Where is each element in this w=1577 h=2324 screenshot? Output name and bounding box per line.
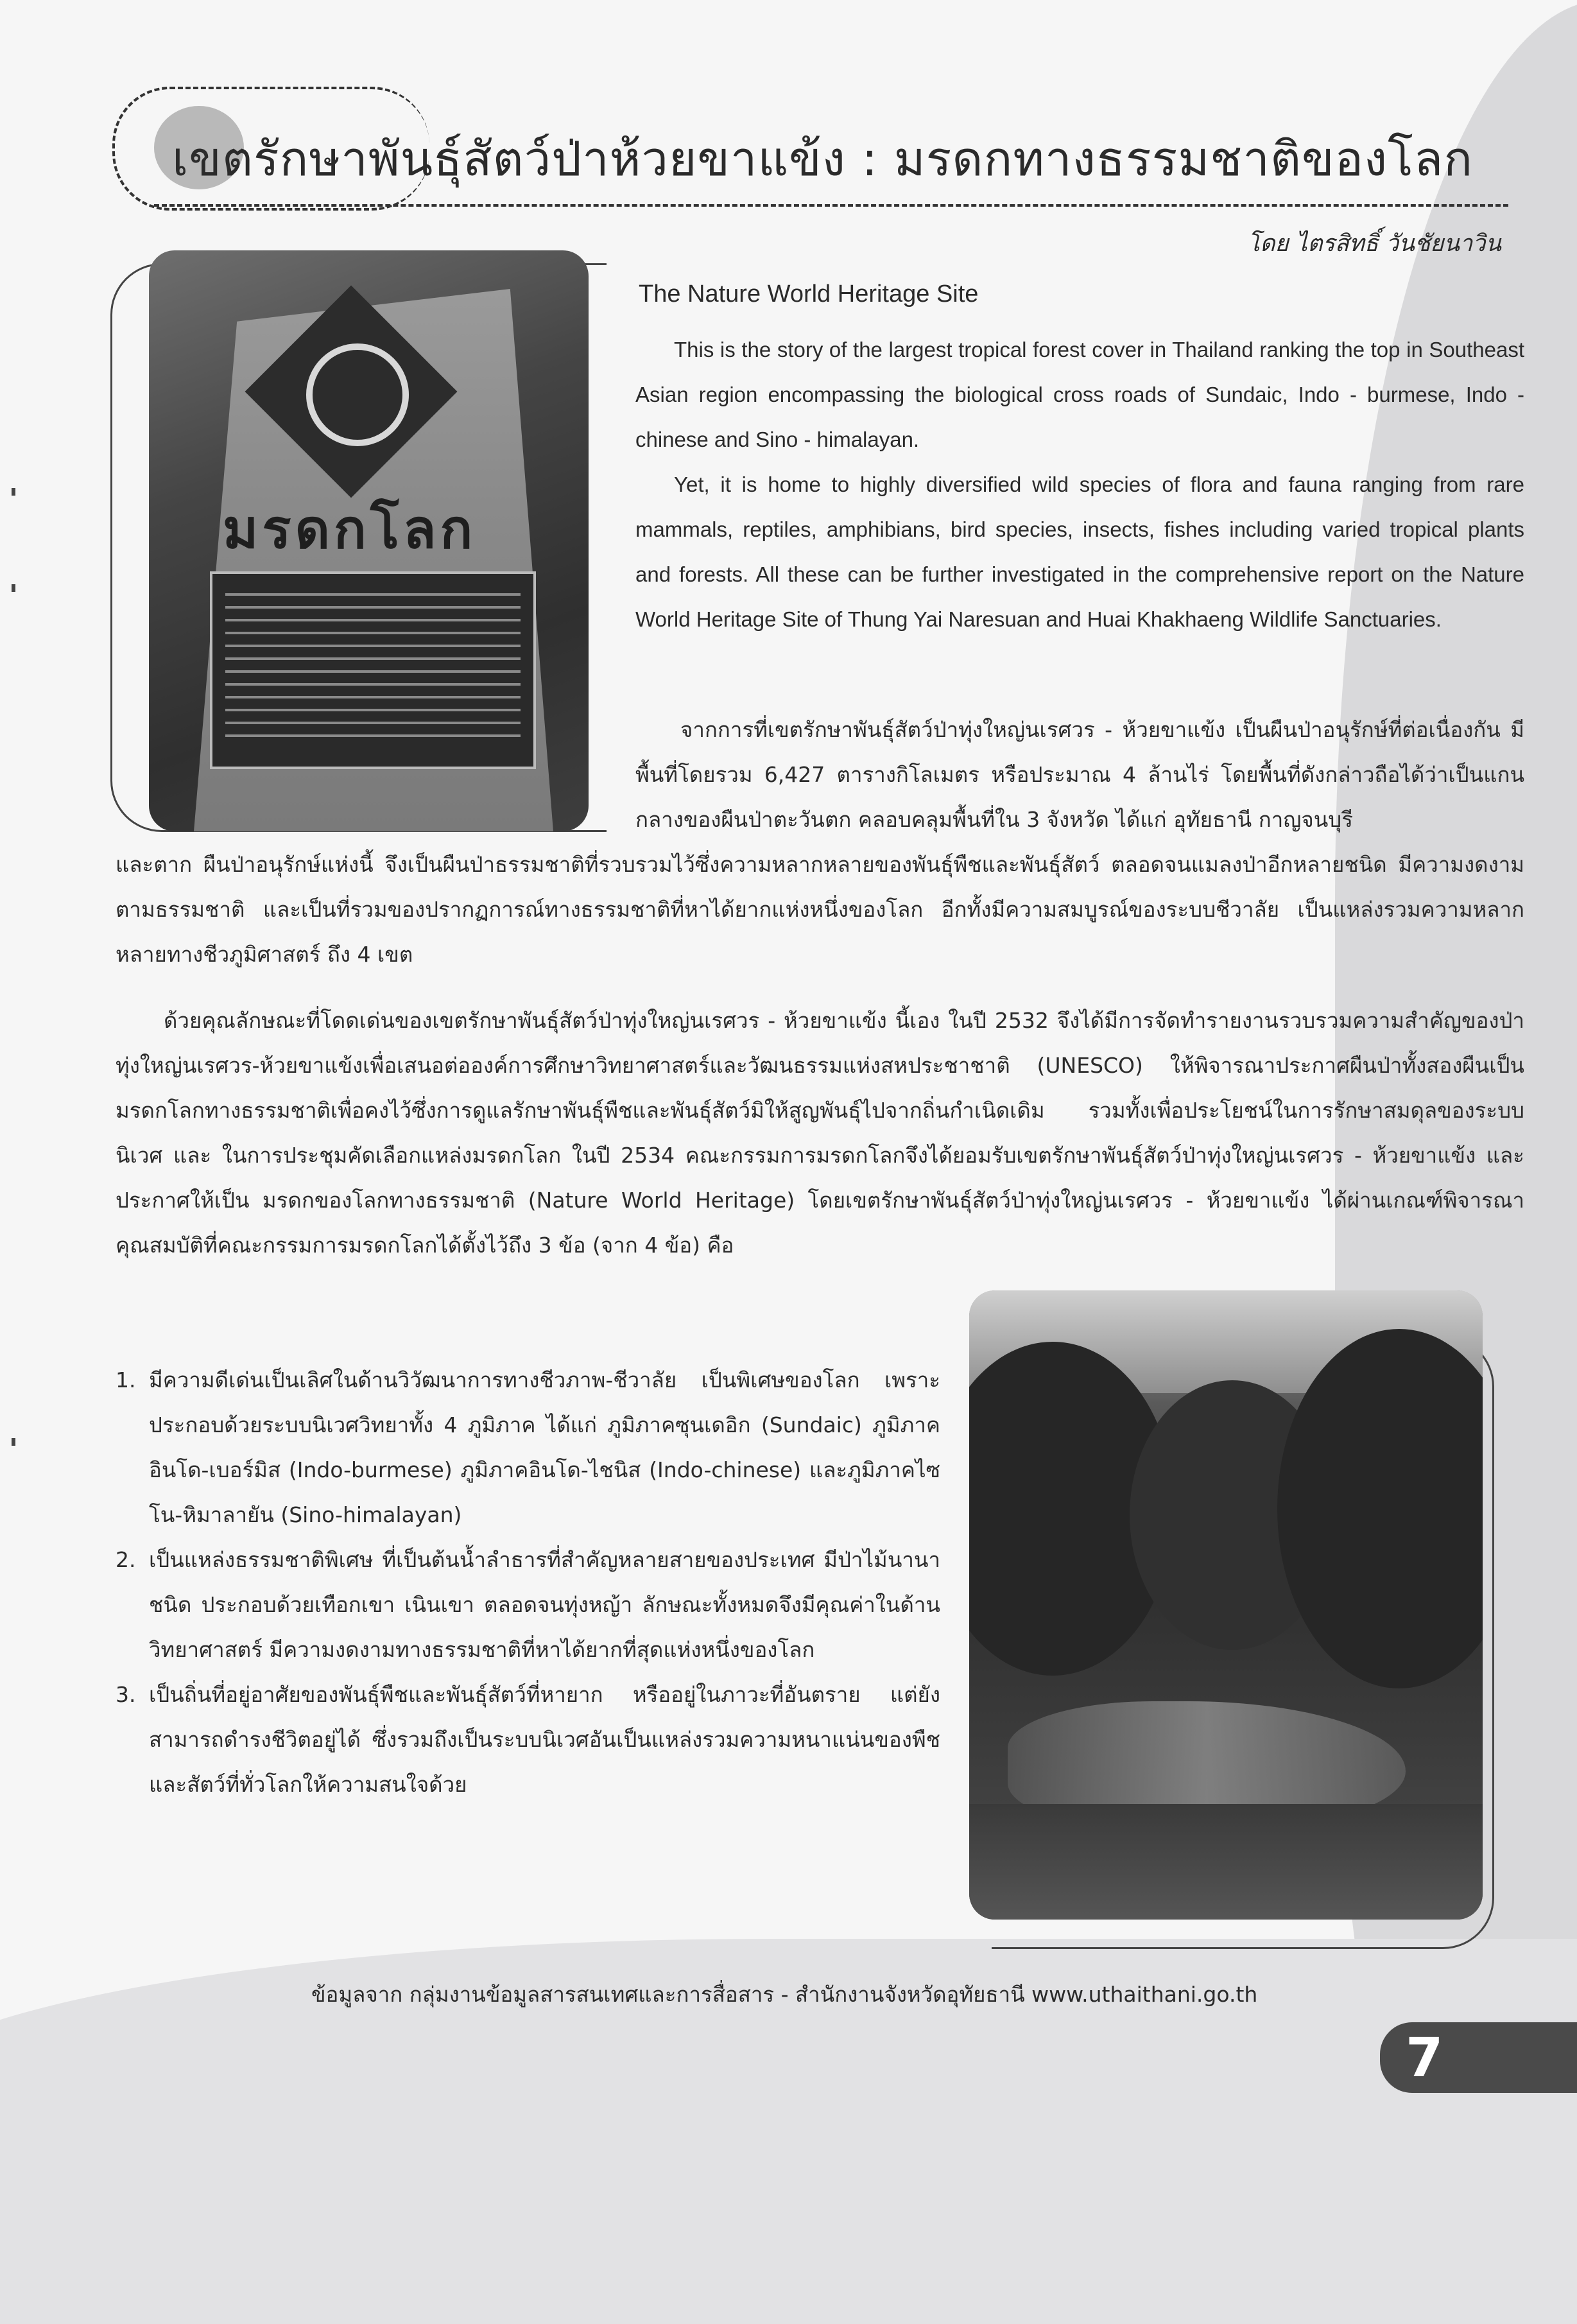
author-byline: โดย ไตรสิทธิ์ วันชัยนาวิน <box>1247 230 1501 257</box>
world-heritage-plaque-photo <box>149 250 589 831</box>
world-heritage-emblem <box>306 343 409 446</box>
english-paragraph-2: Yet, it is home to highly diversified wild species of flora and fauna ranging from rare mammals, reptiles, amphibians, bird species, insects, fishes including varied tropical plants and forests. All these can be further investigated in the comprehensive report on the Nature World Heritage Site of Thung Yai Naresuan and Huai Khakhaeng Wildlife Sanctuaries. <box>635 473 1524 631</box>
list-item-number: 1. <box>116 1367 136 1392</box>
margin-mark <box>12 584 15 592</box>
list-item <box>116 1538 940 1672</box>
criteria-list <box>116 1358 940 1807</box>
thai-paragraph-2: ด้วยคุณลักษณะที่โดดเด่นของเขตรักษาพันธุ์สัตว์ป่าทุ่งใหญ่นเรศวร - ห้วยขาแข้ง นี้เอง ในปี 2532 จึงได้มีการจัดทำรายงานรวบรวมความสำคัญของป่าทุ่งใหญ่นเรศวร-ห้วยขาแข้งเพื่อเสนอต่อองค์การศึกษาวิทยาศาสตร์และวัฒนธรรมแห่งสหประชาชาติ (UNESCO) ให้พิจารณาประกาศผืนป่าทั้งสองผืนเป็นมรดกโลกทางธรรมชาติเพื่อคงไว้ซึ่งการดูแลรักษาพันธุ์พืชและพันธุ์สัตว์มิให้สูญพันธุ์ไปจากถิ่นกำเนิดเดิม รวมทั้งเพื่อประโยชน์ในการรักษาสมดุลของระบบนิเวศ และ ในการประชุมคัดเลือกแหล่งมรดกโลก ในปี 2534 คณะกรรมการมรดกโลกจึงได้ยอมรับเขตรักษาพันธุ์สัตว์ป่าทุ่งใหญ่นเรศวร - ห้วยขาแข้ง และ ประกาศให้เป็น มรดกของโลกทางธรรมชาติ (Nature World Heritage) โดยเขตรักษาพันธุ์สัตว์ป่าทุ่งใหญ่นเรศวร - ห้วยขาแข้ง ได้ผ่านเกณฑ์พิจารณาคุณสมบัติที่คณะกรรมการมรดกโลกได้ตั้งไว้ถึง 3 ข้อ (จาก 4 ข้อ) คือ <box>116 1008 1524 1258</box>
list-item <box>116 1672 940 1807</box>
plaque-info-panel <box>210 571 536 769</box>
source-credit: ข้อมูลจาก กลุ่มงานข้อมูลสารสนเทศและการสื่อสาร - สำนักงานจังหวัดอุทัยธานี www.uthaithani.go.th <box>311 1982 1258 2007</box>
list-item-text: มีความดีเด่นเป็นเลิศในด้านวิวัฒนาการทางชีวภาพ-ชีวาลัย เป็นพิเศษของโลก เพราะประกอบด้วยระบบนิเวศวิทยาทั้ง 4 ภูมิภาค ได้แก่ ภูมิภาคซุนเดอิก (Sundaic) ภูมิภาคอินโด-เบอร์มิส (Indo-burmese) ภูมิภาคอินโด-ไชนิส (Indo-chinese) และภูมิภาคไซโน-หิมาลายัน (Sino-himalayan) <box>149 1367 940 1527</box>
svg-text:มรดกโลก: มรดกโลก <box>223 498 477 560</box>
margin-mark <box>12 1438 15 1446</box>
page-title: เขตรักษาพันธุ์สัตว์ป่าห้วยขาแข้ง : มรดกทางธรรมชาติของโลก <box>172 132 1474 187</box>
plaque-lettering <box>223 498 492 562</box>
list-item-text: เป็นแหล่งธรรมชาติพิเศษ ที่เป็นต้นน้ำลำธารที่สำคัญหลายสายของประเทศ มีป่าไม้นานาชนิด ประกอบด้วยเทือกเขา เนินเขา ตลอดจนทุ่งหญ้า ลักษณะทั้งหมดจึงมีคุณค่าในด้านวิทยาศาสตร์ มีความงดงามทางธรรมชาติที่หาได้ยากที่สุดแห่งหนึ่งของโลก <box>149 1547 940 1662</box>
plaque-heading <box>223 498 492 575</box>
thai-paragraph-1-full: และตาก ผืนป่าอนุรักษ์แห่งนี้ จึงเป็นผืนป่าธรรมชาติที่รวบรวมไว้ซึ่งความหลากหลายของพันธุ์พืชและพันธุ์สัตว์ ตลอดจนแมลงป่าอีกหลายชนิด มีความงดงามตามธรรมชาติ และเป็นที่รวมของปรากฏการณ์ทางธรรมชาติที่หาได้ยากแห่งหนึ่งของโลก อีกทั้งมีความสมบูรณ์ของระบบชีวาลัย เป็นแหล่งรวมความหลากหลายทางชีวภูมิศาสตร์ ถึง 4 เขต <box>116 852 1524 967</box>
list-item-text: เป็นถิ่นที่อยู่อาศัยของพันธุ์พืชและพันธุ์สัตว์ที่หายาก หรืออยู่ในภาวะที่อันตราย แต่ยังสามารถดำรงชีวิตอยู่ได้ ซึ่งรวมถึงเป็นระบบนิเวศอันเป็นแหล่งรวมความหนาแน่นของพืชและสัตว์ที่ทั่วโลกให้ความสนใจด้วย <box>149 1682 940 1797</box>
page-number: 7 <box>1406 2026 1443 2089</box>
thai-paragraph-1-right: จากการที่เขตรักษาพันธุ์สัตว์ป่าทุ่งใหญ่นเรศวร - ห้วยขาแข้ง เป็นผืนป่าอนุรักษ์ที่ต่อเนื่องกัน มีพื้นที่โดยรวม 6,427 ตารางกิโลเมตร หรือประมาณ 4 ล้านไร่ โดยพื้นที่ดังกล่าวถือได้ว่าเป็นแกนกลางของผืนป่าตะวันตก คลอบคลุมพื้นที่ใน 3 จังหวัด ได้แก่ อุทัยธานี กาญจนบุรี <box>635 717 1524 832</box>
list-item-number: 3. <box>116 1682 136 1707</box>
margin-mark <box>12 488 15 496</box>
title-divider <box>154 204 1508 207</box>
list-item <box>116 1358 940 1538</box>
photo-foreground <box>969 1804 1483 1920</box>
forest-stream-photo <box>969 1290 1483 1920</box>
list-item-number: 2. <box>116 1547 136 1572</box>
english-paragraph-1: This is the story of the largest tropical forest cover in Thailand ranking the top in Southeast Asian region encompassing the biological cross roads of Sundaic, Indo - burmese, Indo - chinese and Sino - himalayan. <box>635 338 1524 451</box>
english-heading: The Nature World Heritage Site <box>639 281 979 308</box>
